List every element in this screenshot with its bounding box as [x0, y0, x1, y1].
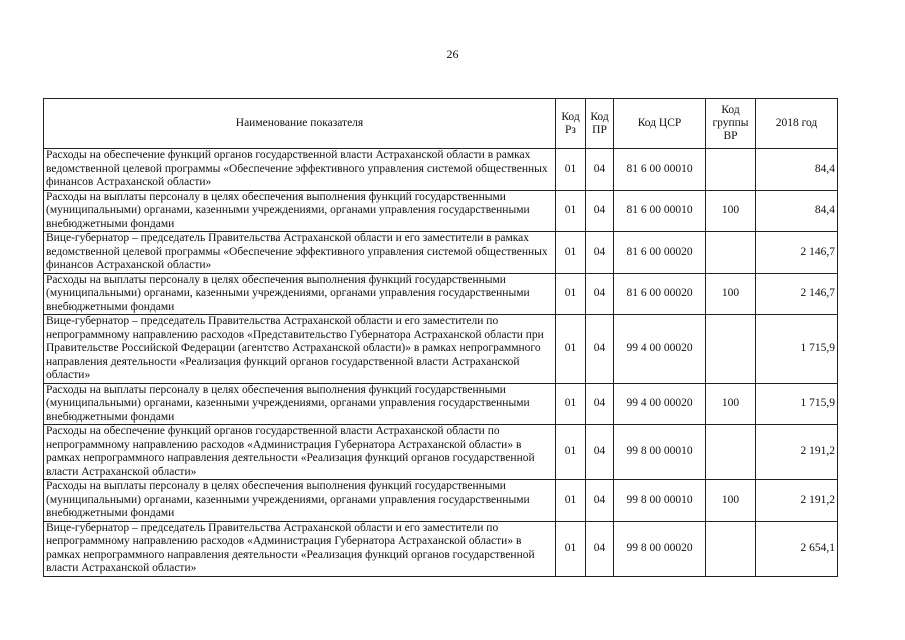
header-vr: Код группы ВР — [706, 99, 756, 149]
row-vr — [706, 521, 756, 576]
row-rz: 01 — [556, 480, 586, 522]
row-pr: 04 — [586, 425, 614, 480]
row-name: Вице-губернатор – председатель Правительства Астраханской области и его заместители по непрограммному направлению расходов «Администрация Губернатора Астраханской области» в рамках непрограммного направления деятельности «Реализация функций органов государственной власти Астраханской области» — [44, 521, 556, 576]
page-number: 26 — [446, 47, 459, 61]
row-pr: 04 — [586, 190, 614, 232]
header-row — [44, 99, 838, 149]
table-row — [44, 521, 838, 576]
row-name: Расходы на выплаты персоналу в целях обеспечения выполнения функций государственными (муниципальными) органами, казенными учреждениями, органами управления государственными внебюджетными фондами — [44, 190, 556, 232]
row-vr: 100 — [706, 273, 756, 315]
row-vr: 100 — [706, 383, 756, 425]
row-csr: 99 8 00 00010 — [614, 425, 706, 480]
table-body — [44, 149, 838, 577]
row-csr: 81 6 00 00010 — [614, 149, 706, 191]
table-header — [44, 99, 838, 149]
row-csr: 99 8 00 00010 — [614, 480, 706, 522]
table-row — [44, 315, 838, 384]
row-name: Расходы на обеспечение функций органов государственной власти Астраханской области в рамках ведомственной целевой программы «Обеспечение эффективного управления системой общественных финансов Астраханской области» — [44, 149, 556, 191]
row-name: Расходы на выплаты персоналу в целях обеспечения выполнения функций государственными (муниципальными) органами, казенными учреждениями, органами управления государственными внебюджетными фондами — [44, 480, 556, 522]
row-rz: 01 — [556, 149, 586, 191]
row-csr: 81 6 00 00010 — [614, 190, 706, 232]
table-row — [44, 425, 838, 480]
row-vr: 100 — [706, 480, 756, 522]
row-csr: 81 6 00 00020 — [614, 232, 706, 274]
row-vr: 100 — [706, 190, 756, 232]
table-row — [44, 232, 838, 274]
row-amount: 1 715,9 — [756, 315, 838, 384]
row-amount: 1 715,9 — [756, 383, 838, 425]
row-csr: 99 8 00 00020 — [614, 521, 706, 576]
row-amount: 84,4 — [756, 149, 838, 191]
row-name: Расходы на обеспечение функций органов государственной власти Астраханской области по непрограммному направлению расходов «Администрация Губернатора Астраханской области» в рамках непрограммного направления деятельности «Реализация функций органов государственной власти Астраханской области» — [44, 425, 556, 480]
row-pr: 04 — [586, 149, 614, 191]
table-row — [44, 480, 838, 522]
row-name: Расходы на выплаты персоналу в целях обеспечения выполнения функций государственными (муниципальными) органами, казенными учреждениями, органами управления государственными внебюджетными фондами — [44, 273, 556, 315]
row-vr — [706, 315, 756, 384]
row-pr: 04 — [586, 383, 614, 425]
row-amount: 2 191,2 — [756, 425, 838, 480]
row-amount: 2 191,2 — [756, 480, 838, 522]
row-vr — [706, 149, 756, 191]
row-amount: 2 146,7 — [756, 232, 838, 274]
budget-table — [43, 98, 838, 577]
row-amount: 2 146,7 — [756, 273, 838, 315]
row-pr: 04 — [586, 232, 614, 274]
header-pr: Код ПР — [586, 99, 614, 149]
row-vr — [706, 425, 756, 480]
row-csr: 99 4 00 00020 — [614, 315, 706, 384]
row-rz: 01 — [556, 315, 586, 384]
table-row — [44, 273, 838, 315]
row-rz: 01 — [556, 383, 586, 425]
row-rz: 01 — [556, 425, 586, 480]
row-csr: 99 4 00 00020 — [614, 383, 706, 425]
header-csr: Код ЦСР — [614, 99, 706, 149]
row-name: Расходы на выплаты персоналу в целях обеспечения выполнения функций государственными (муниципальными) органами, казенными учреждениями, органами управления государственными внебюджетными фондами — [44, 383, 556, 425]
row-csr: 81 6 00 00020 — [614, 273, 706, 315]
header-rz: Код Рз — [556, 99, 586, 149]
row-name: Вице-губернатор – председатель Правительства Астраханской области и его заместители в рамках ведомственной целевой программы «Обеспечение эффективного управления системой общественных финансов Астраханской области» — [44, 232, 556, 274]
row-pr: 04 — [586, 480, 614, 522]
header-year: 2018 год — [756, 99, 838, 149]
table-row — [44, 383, 838, 425]
row-rz: 01 — [556, 190, 586, 232]
row-rz: 01 — [556, 521, 586, 576]
row-pr: 04 — [586, 273, 614, 315]
row-name: Вице-губернатор – председатель Правительства Астраханской области и его заместители по непрограммному направлению расходов «Представительство Губернатора Астраханской области при Правительстве Российской Федерации (агентство Астраханской области)» в рамках непрограммного направления деятельности «Реализация функций органов государственной власти Астраханской области» — [44, 315, 556, 384]
row-amount: 2 654,1 — [756, 521, 838, 576]
row-rz: 01 — [556, 232, 586, 274]
row-pr: 04 — [586, 315, 614, 384]
table-row — [44, 149, 838, 191]
row-vr — [706, 232, 756, 274]
header-name: Наименование показателя — [44, 99, 556, 149]
row-amount: 84,4 — [756, 190, 838, 232]
row-rz: 01 — [556, 273, 586, 315]
table-row — [44, 190, 838, 232]
row-pr: 04 — [586, 521, 614, 576]
